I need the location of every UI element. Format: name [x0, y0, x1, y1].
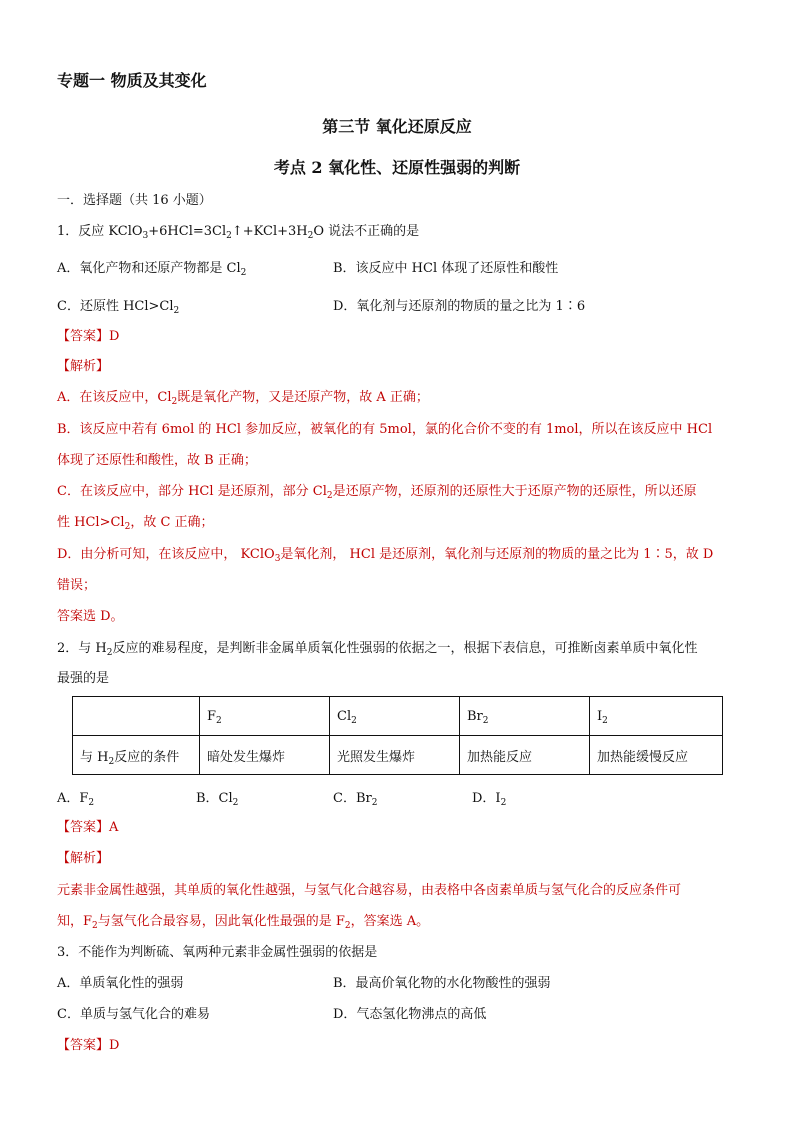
q1-explanation-c1: C．在该反应中，部分 HCl 是还原剂，部分 $Cl_2$是还原产物，还原剂的还原性大于还原产物的还原性，所以还原 [57, 484, 697, 501]
table-cell: 加热能反应 [460, 736, 590, 775]
table-header-row [73, 697, 723, 736]
table-cell: 加热能缓慢反应 [590, 736, 723, 775]
q1-option-c: C．还原性 $HCl>Cl_2$ [57, 299, 180, 316]
table-cell: $I_2$ [590, 697, 723, 736]
topic-title: 专题一 物质及其变化 [57, 71, 207, 90]
q1-option-b: B．该反应中 HCl 体现了还原性和酸性 [333, 261, 559, 276]
table-row [73, 736, 723, 775]
table-cell: 暗处发生爆炸 [200, 736, 330, 775]
q1-explanation-d1: D．由分析可知，在该反应中， KClO$_3$是氧化剂， HCl 是还原剂，氧化剂与还原剂的物质的量之比为 1∶5，故 D [57, 547, 714, 564]
q2-explanation-2: 知，$F_2$与氢气化合最容易，因此氧化性最强的是 $F_2$，答案选 A。 [57, 914, 430, 931]
q3-option-a: A．单质氧化性的强弱 [57, 976, 184, 991]
q1-answer: 【答案】D [57, 329, 120, 344]
q1-explanation-c2: 性 $HCl>Cl_2$，故 C 正确； [57, 515, 214, 532]
q2-option-c: C．$Br_2$ [333, 791, 378, 808]
q3-stem: 3．不能作为判断硫、氧两种元素非金属性强弱的依据是 [57, 945, 378, 960]
table-cell: 光照发生爆炸 [330, 736, 460, 775]
q2-analysis-label: 【解析】 [57, 851, 110, 866]
point-title: 考点 2 氧化性、还原性强弱的判断 [273, 158, 521, 177]
table-cell: $Br_2$ [460, 697, 590, 736]
table-cell: $F_2$ [200, 697, 330, 736]
q2-option-a: A．$F_2$ [57, 791, 95, 808]
q2-stem-line1: 2．与 $H_2$反应的难易程度，是判断非金属单质氧化性强弱的依据之一，根据下表信息，可推断卤素单质中氧化性 [57, 641, 698, 658]
q2-option-b: B．$Cl_2$ [196, 791, 239, 808]
q1-explanation-a: A．在该反应中，$Cl_2$既是氧化产物，又是还原产物，故 A 正确； [57, 390, 429, 407]
q2-stem-line2: 最强的是 [57, 671, 110, 686]
part-title: 一．选择题（共 16 小题） [57, 193, 212, 208]
q1-explanation-b1: B．该反应中若有 6mol 的 HCl 参加反应，被氧化的有 5mol，氯的化合价不变的有 1mol，所以在该反应中 HCl [57, 422, 713, 437]
q1-conclusion: 答案选 D。 [57, 609, 124, 624]
q1-option-a: A．氧化产物和还原产物都是 $Cl_2$ [57, 261, 247, 278]
q1-option-d: D．氧化剂与还原剂的物质的量之比为 1∶6 [333, 299, 586, 314]
table-cell: $Cl_2$ [330, 697, 460, 736]
q1-analysis-label: 【解析】 [57, 359, 110, 374]
table-row-label: 与 $H_2$反应的条件 [73, 736, 200, 775]
q2-answer: 【答案】A [57, 820, 119, 835]
q2-explanation-1: 元素非金属性越强，其单质的氧化性越强，与氢气化合越容易，由表格中各卤素单质与氢气化合的反应条件可 [57, 883, 682, 898]
q1-explanation-d2: 错误； [57, 578, 97, 593]
q3-option-c: C．单质与氢气化合的难易 [57, 1007, 210, 1022]
q3-answer: 【答案】D [57, 1038, 120, 1053]
q1-explanation-b2: 体现了还原性和酸性，故 B 正确； [57, 453, 257, 468]
q2-option-d: D．$I_2$ [472, 791, 507, 808]
halogen-table [72, 696, 723, 775]
section-title: 第三节 氧化还原反应 [322, 117, 472, 136]
q3-option-b: B．最高价氧化物的水化物酸性的强弱 [333, 976, 551, 991]
table-cell [73, 697, 200, 736]
q3-option-d: D．气态氢化物沸点的高低 [333, 1007, 487, 1022]
q1-stem: 1．反应 $KClO_3+6HCl=3Cl_2↑+KCl+3H_2O$ 说法不正确的是 [57, 224, 420, 241]
